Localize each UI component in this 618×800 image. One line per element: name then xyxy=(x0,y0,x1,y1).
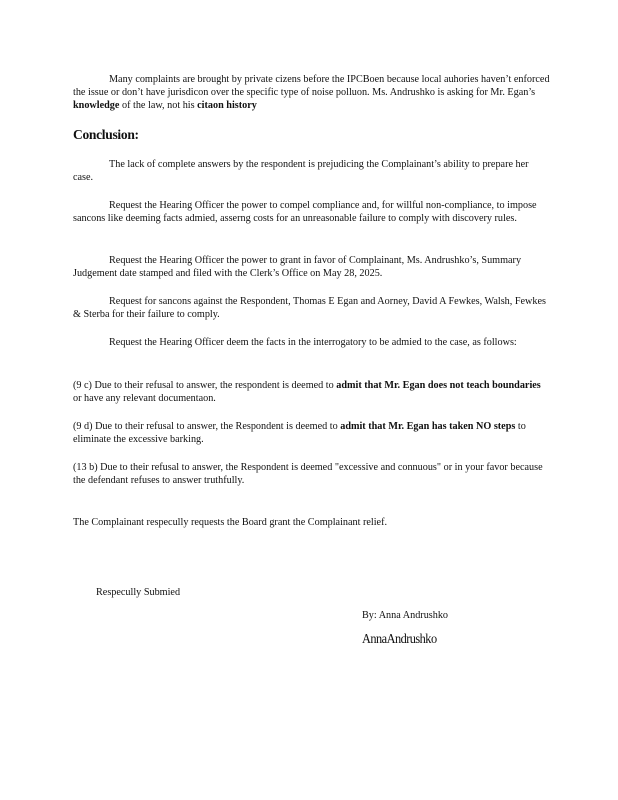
paragraph-item-13b: (13 b) Due to their refusal to answer, the Respondent is deemed "excessive and connuous" or in your favor because the defendant refuses to answer truthfully. xyxy=(73,462,543,486)
paragraph-incomplete-answers: The lack of complete answers by the respondent is prejudicing the Complainant’s ability to prepare her case. xyxy=(73,159,529,183)
p7-bold: admit that Mr. Egan does not teach boundaries xyxy=(336,380,541,391)
signature: AnnaAndrushko xyxy=(362,632,437,647)
p1-text-mid: of the law, not his xyxy=(119,100,198,111)
paragraph-compel-compliance: Request the Hearing Officer the power to compel compliance and, for willful non-compliance, to impose sancons like deeming facts admied, asserng costs for an unreasonable failure to comply with discovery rules. xyxy=(73,200,537,224)
paragraph-sanctions: Request for sancons against the Respondent, Thomas E Egan and Aorney, David A Fewkes, Walsh, Fewkes & Sterba for their failure to comply. xyxy=(73,296,546,320)
p8-bold: admit that Mr. Egan has taken NO steps xyxy=(340,421,516,432)
paragraph-item-9d xyxy=(73,420,551,446)
paragraph-summary-judgement: Request the Hearing Officer the power to grant in favor of Complainant, Ms. Andrushko’s, Summary Judgement date stamped and filed with the Clerk’s Office on May 28, 2025. xyxy=(73,255,522,279)
p7-text-after: or have any relevant documentaon. xyxy=(73,393,216,404)
paragraph-noise-complaints xyxy=(73,73,551,112)
p7-text: (9 c) Due to their refusal to answer, the respondent is deemed to xyxy=(73,380,337,391)
p1-bold-citation-history: citaon history xyxy=(197,100,257,111)
p8-text: (9 d) Due to their refusal to answer, the Respondent is deemed to xyxy=(73,421,341,432)
paragraph-relief-request: The Complainant respecully requests the Board grant the Complainant relief. xyxy=(73,517,388,528)
p1-text: Many complaints are brought by private cizens before the IPCBoen because local auhories haven’t enforced the issue or don’t have jurisdicon over the specific type of noise polluon. Ms. Andrushko is asking for Mr. Egan’s xyxy=(73,74,550,98)
paragraph-item-9c xyxy=(73,379,551,405)
closing-text: Respecully Submied xyxy=(96,587,181,598)
p8-text-after: to eliminate the excessive barking. xyxy=(73,421,526,445)
signer-name: By: Anna Andrushko xyxy=(362,610,449,621)
conclusion-heading: Conclusion: xyxy=(73,127,139,142)
paragraph-deem-facts: Request the Hearing Officer deem the facts in the interrogatory to be admied to the case, as follows: xyxy=(109,337,517,348)
p1-bold-knowledge: knowledge xyxy=(73,100,120,111)
